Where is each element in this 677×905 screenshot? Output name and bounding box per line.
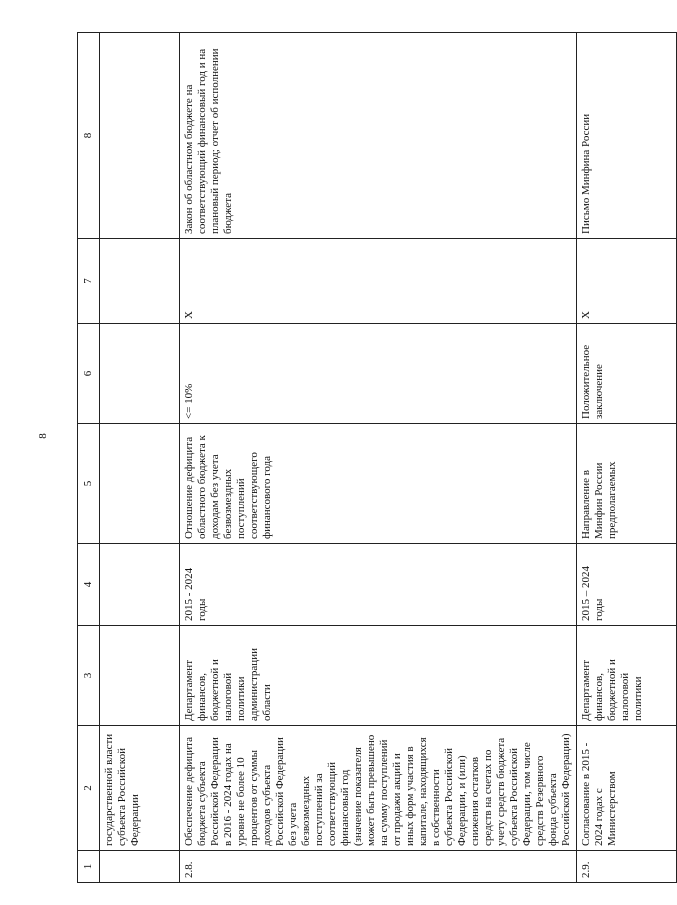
value-cell: <= 10% — [180, 324, 577, 424]
indicator-cell — [100, 424, 180, 544]
rotated-table-container — [77, 33, 644, 883]
mark-cell: X — [577, 239, 677, 324]
term-cell — [100, 544, 180, 626]
document-cell — [100, 33, 180, 239]
measure-cell: Обеспечение дефицита бюджета субъекта Российской Федерации в 2016 - 2024 годах на уровне не более 10 процентов от суммы доходов субъекта Российской Федерации без учета безвозмездных поступлений за соответствующий финансовый год (значение показателя может быть превышено на сумму поступлений от продажи акций и иных форм участия в капитале, находящихся в собственности субъекта Российской Федерации, и (или) снижения остатков средств на счетах по учету средств бюджета субъекта Российской Федерации, том числе средств Резервного фонда субъекта Российской Федерации) — [180, 726, 577, 851]
row-number: 2.9. — [577, 851, 677, 883]
row-number — [100, 851, 180, 883]
term-cell: 2015 - 2024 годы — [180, 544, 577, 626]
executor-cell: Департамент финансов, бюджетной и налоговой политики — [577, 626, 677, 726]
header-row — [78, 33, 100, 883]
header-col-4: 4 — [78, 544, 100, 626]
header-col-1: 1 — [78, 851, 100, 883]
term-cell: 2015 – 2024 годы — [577, 544, 677, 626]
indicator-cell: Отношение дефицита областного бюджета к доходам без учета безвозмездных поступлений соответствующего финансового года — [180, 424, 577, 544]
measure-cell: Согласование в 2015 - 2024 годах с Министерством — [577, 726, 677, 851]
indicator-cell: Направление в Минфин России предполагаемых — [577, 424, 677, 544]
measures-table — [77, 32, 677, 883]
value-cell — [100, 324, 180, 424]
value-cell: Положительное заключение — [577, 324, 677, 424]
header-col-3: 3 — [78, 626, 100, 726]
table-row — [180, 33, 577, 883]
measure-cell: государственной власти субъекта Российской Федерации — [100, 726, 180, 851]
mark-cell: X — [180, 239, 577, 324]
mark-cell — [100, 239, 180, 324]
document-cell: Письмо Минфина России — [577, 33, 677, 239]
executor-cell — [100, 626, 180, 726]
header-col-8: 8 — [78, 33, 100, 239]
page-number: 8 — [36, 433, 49, 439]
table-row — [100, 33, 180, 883]
header-col-7: 7 — [78, 239, 100, 324]
executor-cell: Департамент финансов, бюджетной и налоговой политики администрации области — [180, 626, 577, 726]
header-col-2: 2 — [78, 726, 100, 851]
row-number: 2.8. — [180, 851, 577, 883]
table-row — [577, 33, 677, 883]
document-cell: Закон об областном бюджете на соответствующий финансовый год и на плановый период; отчет об исполнении бюджета — [180, 33, 577, 239]
header-col-6: 6 — [78, 324, 100, 424]
header-col-5: 5 — [78, 424, 100, 544]
